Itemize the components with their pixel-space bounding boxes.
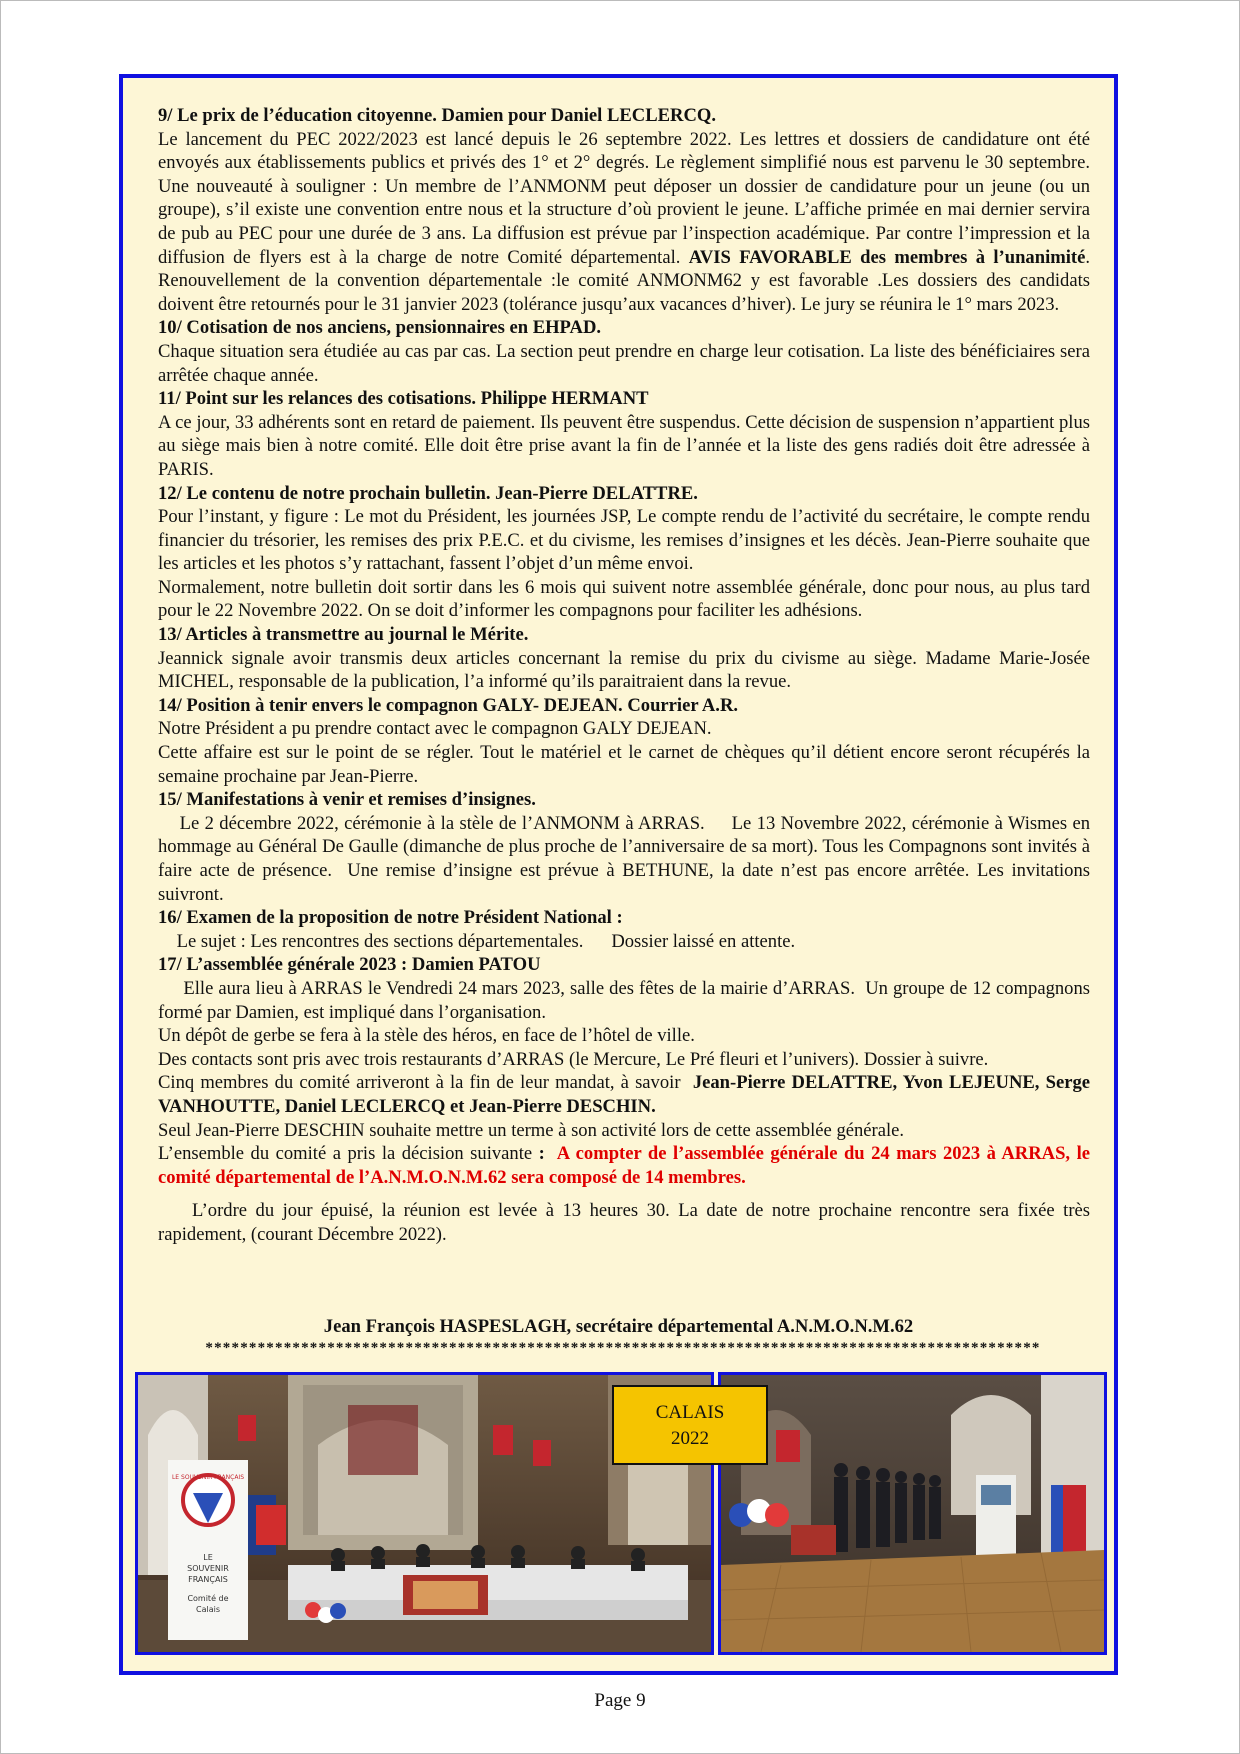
page-number: Page 9 bbox=[594, 1690, 646, 1711]
section-16-heading: 16/ Examen de la proposition de notre Président National : bbox=[158, 907, 623, 929]
section-10-heading: 10/ Cotisation de nos anciens, pensionnaires en EHPAD. bbox=[158, 317, 602, 339]
section-10-body: Chaque situation sera étudiée au cas par cas. La section peut prendre en charge leur cotisation. La liste des bénéficiaires sera arrêtée chaque année. bbox=[158, 340, 1090, 386]
section-9-heading: 9/ Le prix de l’éducation citoyenne. Damien pour Daniel LECLERCQ. bbox=[158, 105, 717, 126]
signature: Jean François HASPESLAGH, secrétaire départemental A.N.M.O.N.M.62 bbox=[323, 1316, 914, 1337]
banner-text-souvenir: SOUVENIR bbox=[187, 1564, 229, 1573]
section-11-heading: 11/ Point sur les relances des cotisations. Philippe HERMANT bbox=[158, 388, 649, 410]
banner-text-arc: LE SOUVENIR FRANÇAIS bbox=[171, 1474, 245, 1481]
section-14-body-2: Cette affaire est sur le point de se régler. Tout le matériel et le carnet de chèques qu’il détient encore seront récupérés la semaine prochaine par Jean-Pierre. bbox=[158, 742, 1090, 787]
closing-paragraph: L’ordre du jour épuisé, la réunion est levée à 13 heures 30. La date de notre prochaine rencontre sera fixée très rapidement, (courant Décembre 2022). bbox=[158, 1200, 1095, 1245]
section-12-body-1: Pour l’instant, y figure : Le mot du Président, les journées JSP, Le compte rendu de l’activité du secrétaire, le compte rendu financier du trésorier, les remises des prix P.E.C. et du civisme, les remises d’insignes et les décès. Jean-Pierre souhaite que les articles et les photos s’y rattachant, fassent l’objet d’un même envoi. bbox=[158, 506, 1090, 575]
section-17-body-1: Elle aura lieu à ARRAS le Vendredi 24 mars 2023, salle des fêtes de la mairie d’ARRAS. Un groupe de 12 compagnons formé par Damien, est impliqué dans l’organisation. bbox=[158, 977, 1095, 1023]
section-13-body: Jeannick signale avoir transmis deux articles concernant la remise du prix du civisme au siège. Madame Marie-Josée MICHEL, responsable de la publication, l’a informé qu’ils paraitraient dans la revue. bbox=[158, 647, 1090, 693]
photo-ceremony bbox=[718, 1372, 1107, 1655]
banner-text-le: LE bbox=[203, 1553, 213, 1562]
section-17-body-2: Un dépôt de gerbe se fera à la stèle des héros, en face de l’hôtel de ville. bbox=[158, 1025, 695, 1047]
section-15-heading: 15/ Manifestations à venir et remises d’insignes. bbox=[158, 789, 536, 811]
section-17-body-3: Des contacts sont pris avec trois restaurants d’ARRAS (le Mercure, Le Pré fleuri et l’univers). Dossier à suivre. bbox=[158, 1048, 989, 1070]
section-11-body: A ce jour, 33 adhérents sont en retard de paiement. Ils peuvent être suspendus. Cette décision de suspension n’appartient plus au siège mais bien à notre comité. Elle doit être prise avant la fin de l’année et la liste des gens radiés doit être adressée à PARIS. bbox=[158, 411, 1090, 480]
section-17-body-4: Cinq membres du comité arriveront à la fin de leur mandat, à savoir Jean-Pierre DELATTRE, Yvon LEJEUNE, Serge VANHOUTTE, Daniel LECLERCQ et Jean-Pierre DESCHIN. bbox=[158, 1072, 1090, 1117]
section-12-heading: 12/ Le contenu de notre prochain bulletin. Jean-Pierre DELATTRE. bbox=[158, 482, 698, 504]
section-14-heading: 14/ Position à tenir envers le compagnon GALY- DEJEAN. Courrier A.R. bbox=[158, 694, 739, 716]
section-14-body-1: Notre Président a pu prendre contact avec le compagnon GALY DEJEAN. bbox=[158, 718, 712, 740]
caption-city: CALAIS bbox=[655, 1402, 725, 1423]
section-17-body-5: Seul Jean-Pierre DESCHIN souhaite mettre un terme à son activité lors de cette assemblée générale. bbox=[158, 1119, 905, 1141]
section-15-body: Le 2 décembre 2022, cérémonie à la stèle de l’ANMONM à ARRAS. Le 13 Novembre 2022, cérémonie à Wismes en hommage au Général De Gaulle (dimanche de plus proche de l’anniversaire de sa mort). Tous les Compagnons sont invités à faire acte de présence. Une remise d’insigne est prévue à BETHUNE, la date n’est pas encore arrêtée. Les invitations suivront. bbox=[158, 812, 1095, 905]
section-17-decision: L’ensemble du comité a pris la décision suivante : A compter de l’assemblée générale du 24 mars 2023 à ARRAS, le comité départemental de l’A.N.M.O.N.M.62 sera composé de 14 membres. bbox=[158, 1143, 1090, 1188]
section-16-body: Le sujet : Les rencontres des sections départementales. Dossier laissé en attente. bbox=[158, 930, 796, 952]
caption-year: 2022 bbox=[671, 1428, 709, 1449]
photo-caption-box bbox=[612, 1385, 768, 1465]
section-12-body-2: Normalement, notre bulletin doit sortir dans les 6 mois qui suivent notre assemblée générale, donc pour nous, au plus tard pour le 22 Novembre 2022. On se doit d’informer les compagnons pour faciliter les adhésions. bbox=[158, 576, 1090, 622]
banner-text-calais: Calais bbox=[195, 1605, 221, 1614]
section-13-heading: 13/ Articles à transmettre au journal le Mérite. bbox=[158, 624, 529, 646]
minutes-text bbox=[158, 104, 1095, 1247]
star-divider: ************************************************************************************************ bbox=[205, 1340, 1041, 1356]
banner-text-francais: FRANÇAIS bbox=[188, 1575, 228, 1584]
section-9-body: Le lancement du PEC 2022/2023 est lancé depuis le 26 septembre 2022. Les lettres et dossiers de candidature ont été envoyés aux établissements publics et privés des 1° et 2° degrés. Le règlement simplifié nous est parvenu le 30 septembre. Une nouveauté à souligner : Un membre de l’ANMONM peut déposer un dossier de candidature pour un jeune (ou un groupe), s’il existe une convention entre nous et la structure d’où provient le jeune. L’affiche primée en mai dernier servira de pub au PEC pour une durée de 3 ans. La diffusion est prévue par l’inspection académique. Par contre l’impression et la diffusion de flyers est à la charge de notre Comité départemental. AVIS FAVORABLE des membres à l’unanimité. Renouvellement de la convention départementale :le comité ANMONM62 y est favorable .Les dossiers des candidats doivent être retournés pour le 31 janvier 2023 (tolérance jusqu’aux vacances d’hiver). Le jury se réunira le 1° mars 2023. bbox=[158, 128, 1090, 315]
article-frame bbox=[119, 74, 1118, 1675]
banner-text-comite: Comité de bbox=[187, 1594, 229, 1603]
section-17-heading: 17/ L’assemblée générale 2023 : Damien PATOU bbox=[158, 954, 541, 976]
